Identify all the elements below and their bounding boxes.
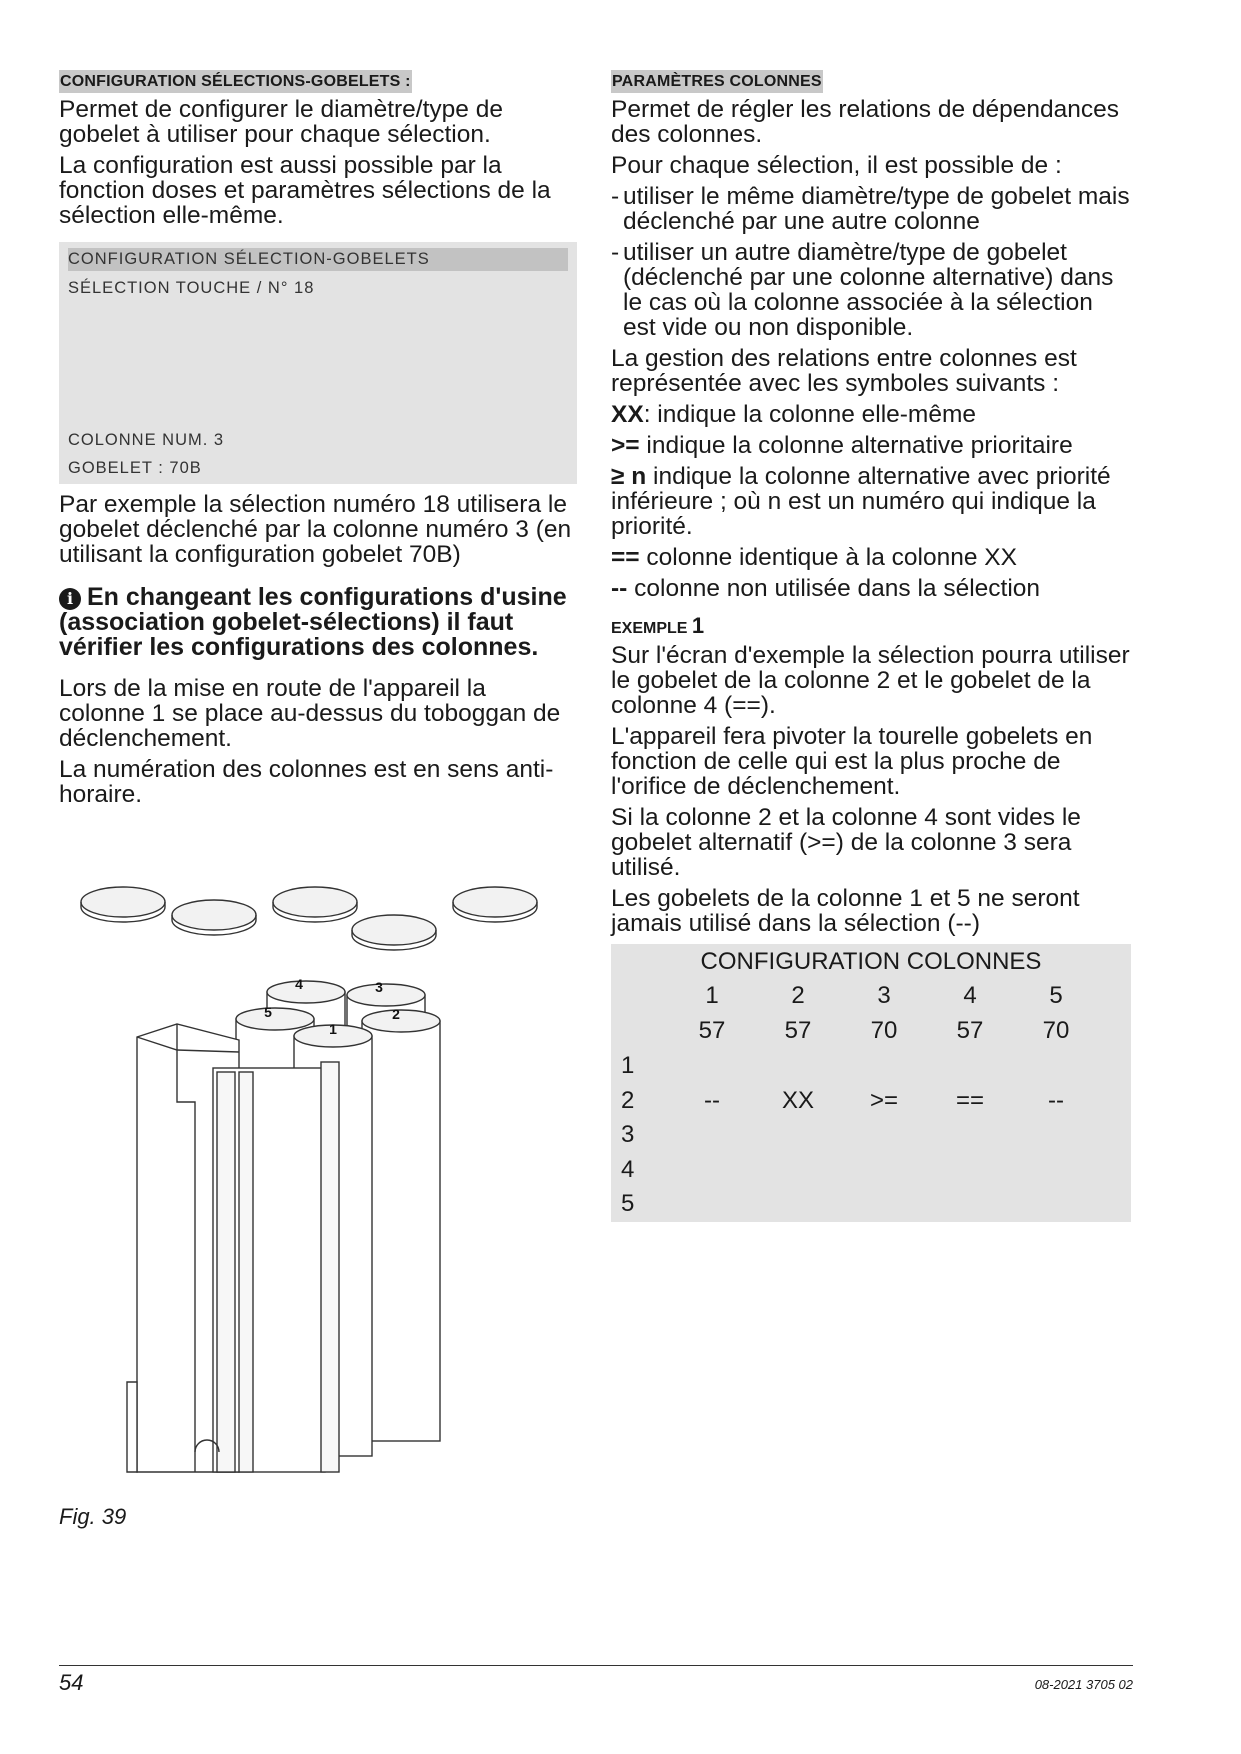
- config-cell: --: [1048, 1087, 1064, 1114]
- column-label-5: 5: [264, 1004, 272, 1020]
- config-size: 57: [784, 1017, 812, 1044]
- left-column: [59, 70, 577, 813]
- paragraph: Si la colonne 2 et la colonne 4 sont vides le gobelet alternatif (>=) de la colonne 3 sera utilisé.: [611, 804, 1081, 881]
- paragraph: L'appareil fera pivoter la tourelle gobelets en fonction de celle qui est la plus proche de l'orifice de déclenchement.: [611, 723, 1093, 800]
- right-column: [611, 70, 1131, 1222]
- info-icon: i: [59, 588, 81, 610]
- config-cell: >=: [869, 1087, 899, 1114]
- symbol-def-xx: XX: indique la colonne elle-même: [611, 401, 976, 428]
- paragraph: La numération des colonnes est en sens anti-horaire.: [59, 756, 554, 808]
- symbol-def-ge: >= indique la colonne alternative prioritaire: [611, 432, 1073, 459]
- column-label-1: 1: [329, 1021, 337, 1037]
- section-header-column-params: PARAMÈTRES COLONNES: [611, 70, 823, 93]
- column-config-screen: [611, 944, 1131, 1222]
- column-label-4: 4: [295, 976, 303, 992]
- footer-rule: [59, 1665, 1133, 1666]
- column-label-3: 3: [375, 979, 383, 995]
- config-cell: XX: [781, 1087, 814, 1114]
- column-label-2: 2: [392, 1006, 400, 1022]
- document-reference: 08-2021 3705 02: [1034, 1677, 1133, 1692]
- paragraph: Les gobelets de la colonne 1 et 5 ne seront jamais utilisé dans la sélection (--): [611, 885, 1080, 937]
- screen-title: CONFIGURATION SÉLECTION-GOBELETS: [68, 248, 568, 271]
- paragraph: La gestion des relations entre colonnes est représentée avec les symboles suivants :: [611, 345, 1077, 397]
- warning-note: [59, 585, 577, 660]
- figure-caption: Fig. 39: [59, 1504, 127, 1529]
- config-row-label: 3: [621, 1121, 635, 1148]
- config-row-label: 5: [621, 1190, 635, 1217]
- cup-turret-illustration: [59, 872, 579, 1512]
- config-row-label: 4: [621, 1156, 635, 1183]
- config-col-header: 4: [963, 982, 977, 1009]
- paragraph: Permet de régler les relations de dépendances des colonnes.: [611, 96, 1120, 148]
- paragraph: Lors de la mise en route de l'appareil la colonne 1 se place au-dessus du toboggan de déclenchement.: [59, 675, 561, 752]
- config-col-header: 3: [877, 982, 891, 1009]
- screen-line-column: COLONNE NUM. 3: [68, 431, 225, 449]
- list-item: - utiliser un autre diamètre/type de gobelet (déclenché par une colonne alternative) dans le cas où la colonne associée à la sélection est vide ou non disponible.: [611, 239, 1114, 341]
- example-label: EXEMPLE 1: [611, 613, 705, 638]
- list-item: - utiliser le même diamètre/type de gobelet mais déclenché par une autre colonne: [611, 183, 1130, 235]
- config-screen-example: [59, 242, 577, 484]
- screen-line-selection: SÉLECTION TOUCHE / N° 18: [68, 279, 315, 297]
- symbol-def-gen: ≥ n indique la colonne alternative avec priorité inférieure ; où n est un numéro qui indique la priorité.: [611, 463, 1111, 540]
- screen-line-cup: GOBELET : 70B: [68, 459, 202, 477]
- paragraph: Par exemple la sélection numéro 18 utilisera le gobelet déclenché par la colonne numéro 3 (en utilisant la configuration gobelet 70B): [59, 491, 572, 568]
- config-size: 57: [956, 1017, 984, 1044]
- config-size: 70: [1042, 1017, 1070, 1044]
- paragraph: La configuration est aussi possible par la fonction doses et paramètres sélections de la sélection elle-même.: [59, 152, 551, 229]
- config-size: 57: [698, 1017, 726, 1044]
- config-col-header: 1: [705, 982, 719, 1009]
- paragraph: Pour chaque sélection, il est possible de :: [611, 152, 1062, 179]
- page-number: 54: [59, 1670, 84, 1695]
- config-size: 70: [870, 1017, 898, 1044]
- config-row-label: 2: [621, 1087, 635, 1114]
- symbol-def-dash: -- colonne non utilisée dans la sélection: [611, 575, 1041, 602]
- config-cell: --: [704, 1087, 720, 1114]
- config-col-header: 2: [791, 982, 805, 1009]
- config-cell: ==: [955, 1087, 985, 1114]
- section-header-config-selections: CONFIGURATION SÉLECTIONS-GOBELETS :: [59, 70, 412, 93]
- note-text: En changeant les configurations d'usine (association gobelet-sélections) il faut vérifier les configurations des colonnes.: [59, 583, 567, 661]
- config-title: CONFIGURATION COLONNES: [700, 948, 1042, 975]
- config-row-label: 1: [621, 1052, 635, 1079]
- paragraph: Sur l'écran d'exemple la sélection pourra utiliser le gobelet de la colonne 2 et le gobelet de la colonne 4 (==).: [611, 642, 1130, 719]
- config-col-header: 5: [1049, 982, 1063, 1009]
- symbol-def-eq: == colonne identique à la colonne XX: [611, 544, 1017, 571]
- cup-column-figure: [59, 872, 579, 1512]
- paragraph: Permet de configurer le diamètre/type de gobelet à utiliser pour chaque sélection.: [59, 96, 503, 148]
